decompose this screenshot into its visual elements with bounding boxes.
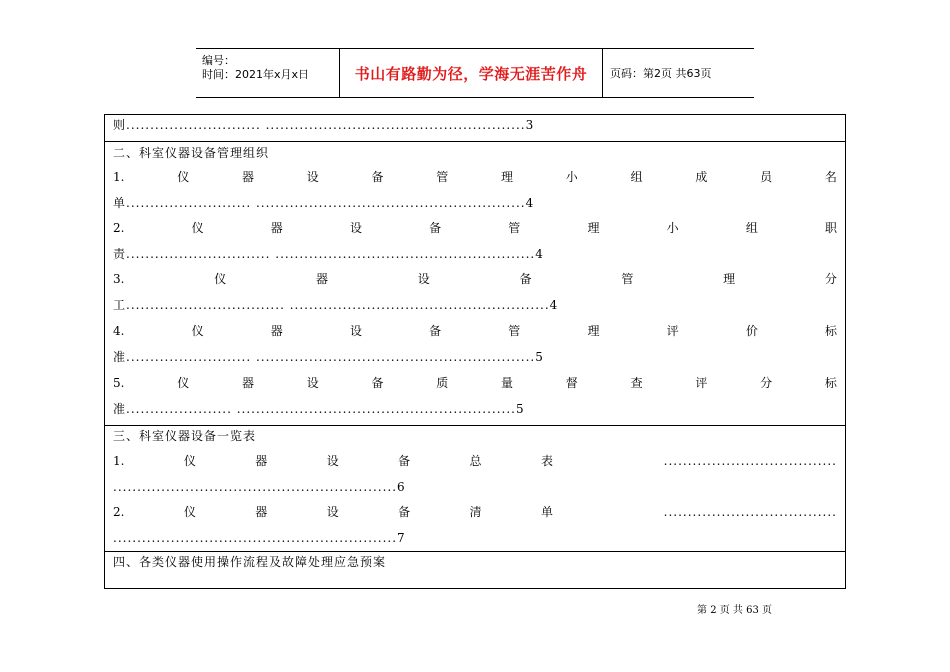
header-page-cell bbox=[603, 49, 754, 97]
toc-char: 仪 bbox=[214, 272, 227, 286]
toc-item-2-3-tail: 工................................. ......................................................4 bbox=[113, 298, 559, 312]
toc-char: 器 bbox=[255, 505, 268, 519]
toc-item-3-1 bbox=[113, 452, 837, 470]
toc-item-3-1-lead: .................................... bbox=[663, 454, 837, 468]
toc-char: 理 bbox=[587, 221, 600, 235]
toc-char: 设 bbox=[326, 505, 339, 519]
toc-char: 评 bbox=[695, 376, 708, 390]
toc-char: 设 bbox=[349, 221, 362, 235]
toc-char: 1. bbox=[113, 170, 125, 184]
toc-char: 5. bbox=[113, 376, 125, 390]
toc-char: 备 bbox=[429, 324, 442, 338]
toc-char: 器 bbox=[270, 324, 283, 338]
section-3-title: 三、科室仪器设备一览表 bbox=[113, 429, 257, 443]
toc-char: 标 bbox=[824, 376, 837, 390]
toc-char: 器 bbox=[270, 221, 283, 235]
toc-char: 备 bbox=[371, 376, 384, 390]
toc-item-3-1-chars bbox=[113, 452, 553, 470]
page-footer: 第 2 页 共 63 页 bbox=[697, 605, 772, 616]
toc-item-3-2 bbox=[113, 503, 837, 521]
toc-item-2-2-tail: 责.............................. ......................................................4 bbox=[113, 247, 544, 261]
toc-char: 小 bbox=[666, 221, 679, 235]
toc-char: 理 bbox=[587, 324, 600, 338]
toc-char: 器 bbox=[255, 454, 268, 468]
toc-char: 理 bbox=[501, 170, 514, 184]
toc-char: 3. bbox=[113, 272, 125, 286]
toc-line-rule: 则............................ ......................................................3 bbox=[113, 118, 535, 132]
toc-char: 设 bbox=[349, 324, 362, 338]
toc-char: 设 bbox=[306, 170, 319, 184]
toc-char: 分 bbox=[824, 272, 837, 286]
toc-char: 标 bbox=[824, 324, 837, 338]
toc-char: 组 bbox=[630, 170, 643, 184]
toc-item-2-4 bbox=[113, 322, 837, 340]
toc-char: 2. bbox=[113, 221, 125, 235]
toc-char: 名 bbox=[824, 170, 837, 184]
divider bbox=[105, 425, 845, 426]
toc-char: 量 bbox=[501, 376, 514, 390]
toc-char: 器 bbox=[316, 272, 329, 286]
toc-char: 器 bbox=[241, 376, 254, 390]
toc-char: 质 bbox=[436, 376, 449, 390]
toc-item-2-1 bbox=[113, 168, 837, 186]
toc-char: 管 bbox=[436, 170, 449, 184]
toc-char: 评 bbox=[666, 324, 679, 338]
toc-char: 成 bbox=[695, 170, 708, 184]
toc-item-2-4-tail: 准.......................... ..........................................................5 bbox=[113, 350, 544, 364]
toc-item-3-2-tail: ...........................................................7 bbox=[113, 531, 406, 545]
toc-char: 单 bbox=[540, 505, 553, 519]
slogan-text: 书山有路勤为径，学海无涯苦作舟 bbox=[354, 64, 588, 83]
toc-item-2-5 bbox=[113, 374, 837, 392]
toc-item-2-5-tail: 准...................... ..........................................................5 bbox=[113, 402, 525, 416]
toc-char: 价 bbox=[745, 324, 758, 338]
toc-char: 管 bbox=[508, 324, 521, 338]
toc-char: 表 bbox=[540, 454, 553, 468]
page-code: 页码：第2页 共63页 bbox=[610, 67, 712, 80]
header-info-cell bbox=[196, 49, 340, 97]
toc-char: 备 bbox=[398, 505, 411, 519]
toc-char: 1. bbox=[113, 454, 125, 468]
toc-char: 4. bbox=[113, 324, 125, 338]
toc-item-3-1-tail: ...........................................................6 bbox=[113, 480, 406, 494]
toc-item-2-3 bbox=[113, 270, 837, 288]
section-4-title: 四、各类仪器使用操作流程及故障处理应急预案 bbox=[113, 555, 387, 569]
toc-char: 仪 bbox=[191, 221, 204, 235]
toc-char: 职 bbox=[824, 221, 837, 235]
toc-char: 管 bbox=[508, 221, 521, 235]
page-header bbox=[196, 48, 754, 98]
toc-item-2-2 bbox=[113, 219, 837, 237]
toc-char: 组 bbox=[745, 221, 758, 235]
toc-char: 仪 bbox=[191, 324, 204, 338]
toc-char: 督 bbox=[565, 376, 578, 390]
toc-char: 清 bbox=[469, 505, 482, 519]
toc-char: 小 bbox=[565, 170, 578, 184]
toc-item-2-1-tail: 单.......................... ........................................................4 bbox=[113, 196, 535, 210]
toc-char: 仪 bbox=[177, 376, 190, 390]
time-label: 时间：2021年x月x日 bbox=[202, 68, 310, 81]
toc-char: 分 bbox=[760, 376, 773, 390]
toc-table bbox=[104, 114, 846, 589]
toc-char: 理 bbox=[723, 272, 736, 286]
number-label: 编号： bbox=[202, 54, 235, 67]
toc-char: 仪 bbox=[183, 454, 196, 468]
toc-char: 仪 bbox=[183, 505, 196, 519]
toc-char: 仪 bbox=[177, 170, 190, 184]
toc-char: 器 bbox=[241, 170, 254, 184]
divider bbox=[105, 551, 845, 552]
toc-item-3-2-lead: .................................... bbox=[663, 505, 837, 519]
toc-char: 备 bbox=[519, 272, 532, 286]
divider bbox=[105, 141, 845, 142]
toc-char: 设 bbox=[306, 376, 319, 390]
section-2-title: 二、科室仪器设备管理组织 bbox=[113, 146, 270, 160]
toc-char: 设 bbox=[326, 454, 339, 468]
toc-char: 设 bbox=[417, 272, 430, 286]
toc-char: 2. bbox=[113, 505, 125, 519]
toc-char: 管 bbox=[621, 272, 634, 286]
toc-char: 备 bbox=[371, 170, 384, 184]
toc-char: 员 bbox=[760, 170, 773, 184]
toc-char: 备 bbox=[429, 221, 442, 235]
toc-char: 备 bbox=[398, 454, 411, 468]
toc-char: 查 bbox=[630, 376, 643, 390]
toc-char: 总 bbox=[469, 454, 482, 468]
header-slogan-cell bbox=[340, 49, 603, 97]
toc-item-3-2-chars bbox=[113, 503, 553, 521]
